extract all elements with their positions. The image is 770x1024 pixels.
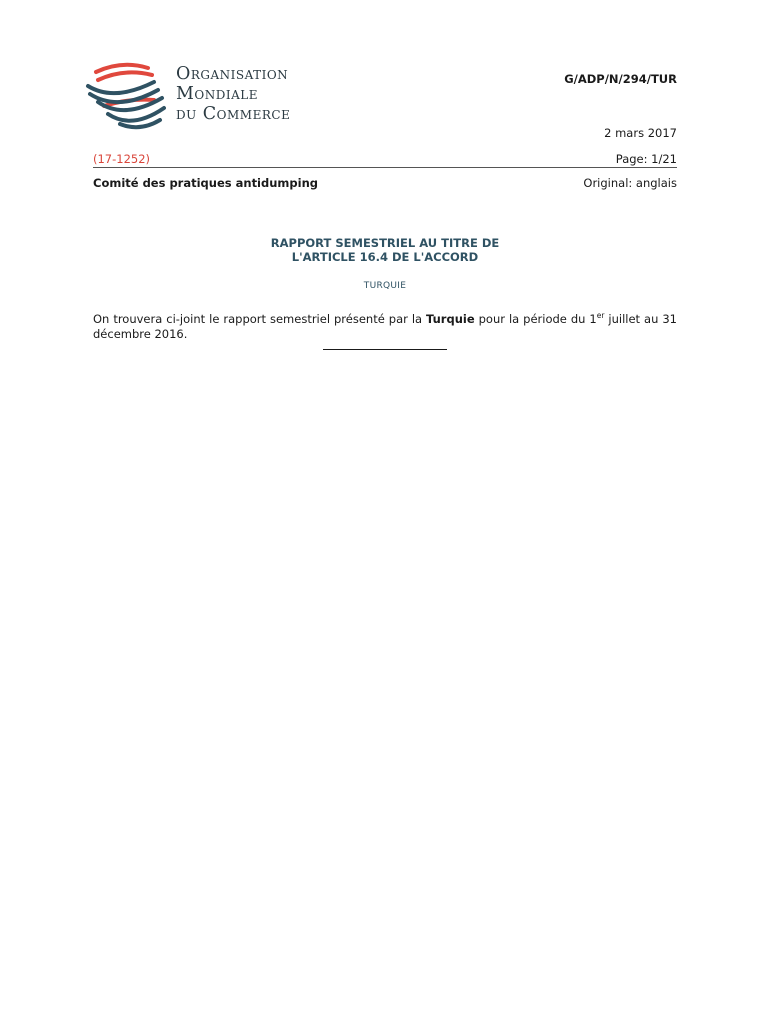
original-language: Original: anglais bbox=[583, 176, 677, 190]
document-date: 2 mars 2017 bbox=[604, 126, 677, 140]
title-line1: RAPPORT SEMESTRIEL AU TITRE DE bbox=[270, 236, 500, 250]
reference-row bbox=[93, 152, 677, 168]
org-name-line1: Organisation bbox=[176, 64, 289, 84]
body-superscript: er bbox=[596, 311, 605, 321]
wto-logo-icon bbox=[84, 58, 166, 130]
country-subtitle: TURQUIE bbox=[363, 281, 407, 291]
committee-name: Comité des pratiques antidumping bbox=[93, 176, 318, 190]
title-line2: L'ARTICLE 16.4 DE L'ACCORD bbox=[291, 250, 479, 264]
body-text-part1: On trouvera ci-joint le rapport semestriel présenté par la bbox=[93, 312, 427, 326]
org-name-line3: du Commerce bbox=[176, 104, 291, 124]
body-text-part2: pour la période du 1 bbox=[474, 312, 597, 326]
body-text-part3: juillet au 31 décembre 2016. bbox=[93, 312, 677, 341]
wto-logo bbox=[84, 58, 334, 132]
page-number: Page: 1/21 bbox=[615, 152, 677, 166]
document-symbol: G/ADP/N/294/TUR bbox=[564, 72, 677, 86]
end-rule bbox=[323, 349, 447, 350]
org-name bbox=[176, 64, 290, 124]
document-title bbox=[93, 236, 677, 264]
org-name-line2: Mondiale bbox=[176, 84, 259, 104]
body-country-bold: Turquie bbox=[426, 312, 475, 326]
reference-number: (17-1252) bbox=[93, 152, 151, 166]
body-paragraph bbox=[93, 312, 677, 342]
